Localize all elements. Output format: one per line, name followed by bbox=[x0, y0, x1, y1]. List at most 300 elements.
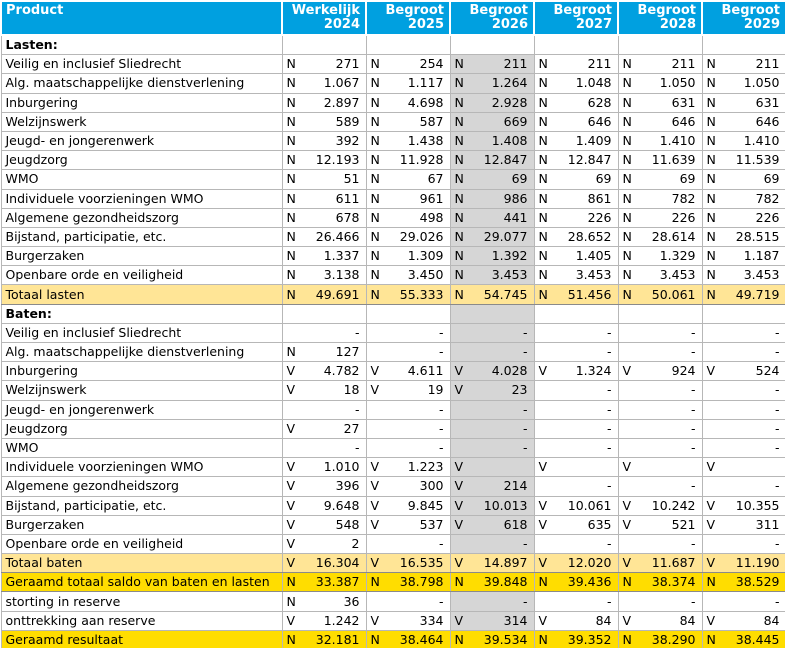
sign-indicator: N bbox=[370, 248, 380, 264]
amount-cell bbox=[450, 458, 534, 477]
amount-value: - bbox=[354, 440, 360, 456]
amount-cell bbox=[282, 112, 366, 131]
table-row bbox=[1, 381, 785, 400]
product-label-cell: Veilig en inclusief Sliedrecht bbox=[1, 323, 282, 342]
amount-value: - bbox=[606, 420, 612, 436]
amount-cell bbox=[618, 285, 702, 304]
amount-cell bbox=[366, 611, 450, 630]
amount-value: 226 bbox=[755, 209, 780, 225]
sign-indicator: N bbox=[706, 267, 716, 283]
amount-cell bbox=[366, 304, 450, 323]
sign-indicator: V bbox=[370, 497, 380, 513]
amount-value: 2.897 bbox=[323, 94, 360, 110]
amount-value: - bbox=[690, 401, 696, 417]
amount-value: 646 bbox=[755, 113, 780, 129]
amount-cell bbox=[282, 55, 366, 74]
amount-value: 12.020 bbox=[567, 555, 612, 571]
sign-indicator: N bbox=[706, 574, 716, 590]
table-row bbox=[1, 208, 785, 227]
amount-cell bbox=[702, 266, 785, 285]
amount-value: 9.648 bbox=[323, 497, 360, 513]
sign-indicator: N bbox=[370, 75, 380, 91]
amount-value: 38.464 bbox=[399, 631, 444, 647]
sign-indicator: V bbox=[454, 555, 464, 571]
amount-cell bbox=[282, 227, 366, 246]
sign-indicator: V bbox=[706, 612, 716, 628]
amount-cell bbox=[282, 189, 366, 208]
amount-cell bbox=[702, 304, 785, 323]
sign-indicator: V bbox=[286, 420, 296, 436]
amount-value: 29.077 bbox=[483, 228, 528, 244]
amount-value: 11.687 bbox=[651, 555, 696, 571]
amount-value: - bbox=[690, 478, 696, 494]
amount-cell bbox=[450, 285, 534, 304]
column-header-2029 bbox=[702, 1, 785, 35]
amount-value: - bbox=[774, 401, 780, 417]
amount-cell bbox=[534, 477, 618, 496]
amount-cell bbox=[534, 534, 618, 553]
amount-value: - bbox=[690, 593, 696, 609]
product-label-cell: Baten: bbox=[1, 304, 282, 323]
sign-indicator: N bbox=[538, 228, 548, 244]
product-label-cell: Totaal baten bbox=[1, 554, 282, 573]
amount-cell bbox=[366, 534, 450, 553]
sign-indicator: V bbox=[622, 459, 632, 475]
amount-value: 38.290 bbox=[651, 631, 696, 647]
sign-indicator: N bbox=[454, 248, 464, 264]
amount-value: 1.048 bbox=[575, 75, 612, 91]
amount-cell bbox=[366, 55, 450, 74]
amount-cell bbox=[534, 611, 618, 630]
amount-cell bbox=[366, 515, 450, 534]
table-row bbox=[1, 400, 785, 419]
amount-value: - bbox=[774, 324, 780, 340]
amount-cell bbox=[702, 55, 785, 74]
amount-cell bbox=[534, 208, 618, 227]
amount-cell bbox=[366, 151, 450, 170]
amount-cell bbox=[702, 170, 785, 189]
table-row bbox=[1, 112, 785, 131]
product-label-cell: Inburgering bbox=[1, 362, 282, 381]
sign-indicator: N bbox=[454, 631, 464, 647]
product-label-cell: Bijstand, participatie, etc. bbox=[1, 496, 282, 515]
sign-indicator: V bbox=[622, 612, 632, 628]
amount-cell bbox=[282, 438, 366, 457]
amount-cell bbox=[534, 227, 618, 246]
amount-value: 49.719 bbox=[735, 286, 780, 302]
amount-cell bbox=[618, 170, 702, 189]
sign-indicator: N bbox=[538, 94, 548, 110]
amount-cell bbox=[534, 458, 618, 477]
amount-value: - bbox=[690, 382, 696, 398]
amount-cell bbox=[702, 362, 785, 381]
amount-cell bbox=[618, 477, 702, 496]
amount-value: - bbox=[774, 382, 780, 398]
amount-cell bbox=[618, 323, 702, 342]
amount-value: - bbox=[438, 593, 444, 609]
sign-indicator: V bbox=[454, 363, 464, 379]
sign-indicator: V bbox=[622, 555, 632, 571]
sign-indicator: V bbox=[706, 555, 716, 571]
amount-cell bbox=[534, 247, 618, 266]
sign-indicator: N bbox=[454, 286, 464, 302]
product-label-cell: WMO bbox=[1, 170, 282, 189]
sign-indicator: N bbox=[706, 171, 716, 187]
amount-cell bbox=[450, 611, 534, 630]
amount-cell bbox=[618, 343, 702, 362]
table-row bbox=[1, 419, 785, 438]
amount-value: 69 bbox=[763, 171, 780, 187]
amount-cell bbox=[450, 554, 534, 573]
amount-value: 3.453 bbox=[575, 267, 612, 283]
amount-cell bbox=[618, 438, 702, 457]
amount-cell bbox=[282, 534, 366, 553]
amount-value: 36 bbox=[343, 593, 360, 609]
amount-cell bbox=[450, 630, 534, 648]
sign-indicator: N bbox=[286, 344, 296, 360]
amount-value: 254 bbox=[419, 56, 444, 72]
amount-cell bbox=[702, 381, 785, 400]
amount-value: - bbox=[606, 440, 612, 456]
sign-indicator: N bbox=[454, 56, 464, 72]
sign-indicator: V bbox=[286, 497, 296, 513]
sign-indicator: N bbox=[622, 248, 632, 264]
table-row bbox=[1, 573, 785, 592]
sign-indicator: N bbox=[538, 152, 548, 168]
amount-value: 28.614 bbox=[651, 228, 696, 244]
amount-value: 521 bbox=[671, 516, 696, 532]
sign-indicator: V bbox=[454, 382, 464, 398]
table-row bbox=[1, 55, 785, 74]
sign-indicator: N bbox=[538, 574, 548, 590]
table-row bbox=[1, 534, 785, 553]
amount-cell bbox=[702, 611, 785, 630]
amount-value: - bbox=[774, 478, 780, 494]
amount-cell bbox=[618, 266, 702, 285]
sign-indicator: N bbox=[622, 152, 632, 168]
sign-indicator: N bbox=[538, 267, 548, 283]
amount-cell bbox=[534, 74, 618, 93]
amount-value: - bbox=[690, 344, 696, 360]
amount-cell bbox=[366, 458, 450, 477]
amount-cell bbox=[618, 247, 702, 266]
amount-cell bbox=[450, 496, 534, 515]
sign-indicator: N bbox=[286, 286, 296, 302]
sign-indicator: V bbox=[286, 516, 296, 532]
table-row bbox=[1, 496, 785, 515]
amount-cell bbox=[366, 131, 450, 150]
column-title: Werkelijk bbox=[291, 3, 360, 18]
table-row bbox=[1, 285, 785, 304]
amount-cell bbox=[534, 554, 618, 573]
amount-value: - bbox=[522, 344, 528, 360]
amount-value: - bbox=[438, 401, 444, 417]
amount-cell bbox=[618, 496, 702, 515]
amount-cell bbox=[618, 151, 702, 170]
product-label-cell: WMO bbox=[1, 438, 282, 457]
sign-indicator: V bbox=[370, 516, 380, 532]
sign-indicator: N bbox=[454, 152, 464, 168]
table-row bbox=[1, 630, 785, 648]
amount-cell bbox=[534, 573, 618, 592]
amount-value: 11.639 bbox=[651, 152, 696, 168]
amount-cell bbox=[450, 74, 534, 93]
column-year: 2027 bbox=[575, 17, 612, 32]
amount-value: 646 bbox=[587, 113, 612, 129]
amount-cell bbox=[702, 93, 785, 112]
amount-value: - bbox=[522, 593, 528, 609]
amount-value: 32.181 bbox=[315, 631, 360, 647]
product-label-cell: Totaal lasten bbox=[1, 285, 282, 304]
column-header-2025 bbox=[366, 1, 450, 35]
amount-value: 12.847 bbox=[567, 152, 612, 168]
sign-indicator: N bbox=[286, 152, 296, 168]
amount-value: 1.337 bbox=[323, 248, 360, 264]
amount-value: 4.028 bbox=[491, 363, 528, 379]
sign-indicator: V bbox=[454, 497, 464, 513]
amount-value: 38.374 bbox=[651, 574, 696, 590]
sign-indicator: V bbox=[538, 459, 548, 475]
amount-value: 618 bbox=[503, 516, 528, 532]
amount-value: 4.782 bbox=[323, 363, 360, 379]
amount-value: 1.117 bbox=[407, 75, 444, 91]
amount-cell bbox=[618, 458, 702, 477]
sign-indicator: N bbox=[622, 209, 632, 225]
amount-value: 29.026 bbox=[399, 228, 444, 244]
sign-indicator: N bbox=[538, 133, 548, 149]
amount-cell bbox=[618, 573, 702, 592]
product-label-cell: Inburgering bbox=[1, 93, 282, 112]
amount-cell bbox=[450, 381, 534, 400]
sign-indicator: V bbox=[622, 363, 632, 379]
amount-value: 861 bbox=[587, 190, 612, 206]
sign-indicator: N bbox=[286, 248, 296, 264]
amount-value: 39.848 bbox=[483, 574, 528, 590]
amount-value: 1.410 bbox=[659, 133, 696, 149]
amount-value: 631 bbox=[671, 94, 696, 110]
amount-value: 4.698 bbox=[407, 94, 444, 110]
amount-cell bbox=[450, 343, 534, 362]
amount-value: - bbox=[690, 535, 696, 551]
amount-value: - bbox=[606, 478, 612, 494]
sign-indicator: N bbox=[538, 286, 548, 302]
sign-indicator: N bbox=[370, 631, 380, 647]
table-row bbox=[1, 74, 785, 93]
table-row bbox=[1, 323, 785, 342]
sign-indicator: N bbox=[286, 94, 296, 110]
product-label-cell: Veilig en inclusief Sliedrecht bbox=[1, 55, 282, 74]
sign-indicator: V bbox=[538, 497, 548, 513]
amount-cell bbox=[702, 112, 785, 131]
amount-cell bbox=[450, 55, 534, 74]
amount-cell bbox=[282, 381, 366, 400]
amount-cell bbox=[702, 496, 785, 515]
sign-indicator: N bbox=[622, 171, 632, 187]
amount-cell bbox=[702, 477, 785, 496]
amount-value: 2.928 bbox=[491, 94, 528, 110]
amount-value: 49.691 bbox=[315, 286, 360, 302]
amount-cell bbox=[534, 381, 618, 400]
amount-value: 271 bbox=[335, 56, 360, 72]
amount-value: 38.445 bbox=[735, 631, 780, 647]
sign-indicator: N bbox=[706, 209, 716, 225]
product-label-cell: Welzijnswerk bbox=[1, 381, 282, 400]
amount-cell bbox=[702, 227, 785, 246]
sign-indicator: V bbox=[454, 516, 464, 532]
product-label-cell: Openbare orde en veiligheid bbox=[1, 534, 282, 553]
amount-cell bbox=[702, 35, 785, 55]
amount-value: 311 bbox=[755, 516, 780, 532]
amount-value: 84 bbox=[595, 612, 612, 628]
amount-value: 10.013 bbox=[483, 497, 528, 513]
amount-value: 211 bbox=[587, 56, 612, 72]
product-label-cell: onttrekking aan reserve bbox=[1, 611, 282, 630]
amount-value: 211 bbox=[503, 56, 528, 72]
sign-indicator: N bbox=[622, 75, 632, 91]
amount-cell bbox=[618, 381, 702, 400]
amount-value: 1.242 bbox=[323, 612, 360, 628]
amount-value: - bbox=[690, 324, 696, 340]
amount-cell bbox=[702, 285, 785, 304]
amount-cell bbox=[534, 419, 618, 438]
amount-value: - bbox=[438, 420, 444, 436]
amount-value: 589 bbox=[335, 113, 360, 129]
sign-indicator: N bbox=[286, 56, 296, 72]
amount-value: 986 bbox=[503, 190, 528, 206]
table-row bbox=[1, 515, 785, 534]
amount-cell bbox=[450, 573, 534, 592]
amount-value: - bbox=[774, 420, 780, 436]
amount-cell bbox=[366, 227, 450, 246]
amount-value: 11.190 bbox=[735, 555, 780, 571]
sign-indicator: N bbox=[454, 267, 464, 283]
amount-cell bbox=[702, 151, 785, 170]
amount-value: 678 bbox=[335, 209, 360, 225]
amount-cell bbox=[450, 592, 534, 611]
amount-value: 392 bbox=[335, 133, 360, 149]
sign-indicator: V bbox=[286, 363, 296, 379]
sign-indicator: V bbox=[286, 555, 296, 571]
header-row bbox=[1, 1, 785, 35]
column-year: 2024 bbox=[323, 17, 360, 32]
amount-value: 1.050 bbox=[743, 75, 780, 91]
amount-cell bbox=[282, 458, 366, 477]
amount-cell bbox=[618, 35, 702, 55]
amount-cell bbox=[366, 592, 450, 611]
amount-value: 1.264 bbox=[491, 75, 528, 91]
amount-cell bbox=[702, 131, 785, 150]
sign-indicator: N bbox=[622, 113, 632, 129]
amount-cell bbox=[450, 515, 534, 534]
amount-value: 1.067 bbox=[323, 75, 360, 91]
amount-cell bbox=[534, 35, 618, 55]
amount-cell bbox=[366, 266, 450, 285]
amount-value: - bbox=[438, 440, 444, 456]
amount-cell bbox=[282, 592, 366, 611]
sign-indicator: N bbox=[538, 631, 548, 647]
column-title: Begroot bbox=[553, 3, 612, 18]
amount-cell bbox=[450, 362, 534, 381]
amount-cell bbox=[450, 170, 534, 189]
amount-value: 50.061 bbox=[651, 286, 696, 302]
amount-value: 11.539 bbox=[735, 152, 780, 168]
amount-value: 3.453 bbox=[491, 267, 528, 283]
amount-cell bbox=[366, 93, 450, 112]
amount-value: 924 bbox=[671, 363, 696, 379]
amount-value: 782 bbox=[671, 190, 696, 206]
amount-value: - bbox=[774, 440, 780, 456]
table-row bbox=[1, 592, 785, 611]
amount-value: 51.456 bbox=[567, 286, 612, 302]
product-label-cell: Alg. maatschappelijke dienstverlening bbox=[1, 74, 282, 93]
table-row bbox=[1, 170, 785, 189]
product-label-cell: storting in reserve bbox=[1, 592, 282, 611]
amount-value: 1.010 bbox=[323, 459, 360, 475]
amount-value: 16.304 bbox=[315, 555, 360, 571]
table-row bbox=[1, 362, 785, 381]
amount-cell bbox=[282, 247, 366, 266]
product-column-header: Product bbox=[1, 1, 282, 35]
amount-value: - bbox=[606, 535, 612, 551]
product-label-cell: Jeugdzorg bbox=[1, 151, 282, 170]
sign-indicator: N bbox=[622, 228, 632, 244]
amount-value: 1.408 bbox=[491, 133, 528, 149]
sign-indicator: V bbox=[538, 612, 548, 628]
column-year: 2025 bbox=[407, 17, 444, 32]
amount-cell bbox=[618, 189, 702, 208]
table-row bbox=[1, 93, 785, 112]
sign-indicator: N bbox=[370, 133, 380, 149]
amount-value: 300 bbox=[419, 478, 444, 494]
sign-indicator: V bbox=[286, 382, 296, 398]
amount-cell bbox=[702, 554, 785, 573]
amount-value: 38.798 bbox=[399, 574, 444, 590]
amount-cell bbox=[618, 611, 702, 630]
sign-indicator: V bbox=[286, 459, 296, 475]
amount-value: - bbox=[606, 593, 612, 609]
amount-value: 1.392 bbox=[491, 248, 528, 264]
amount-cell bbox=[450, 247, 534, 266]
amount-cell bbox=[366, 496, 450, 515]
amount-cell bbox=[534, 304, 618, 323]
amount-cell bbox=[366, 419, 450, 438]
amount-cell bbox=[534, 592, 618, 611]
amount-cell bbox=[282, 323, 366, 342]
table-row bbox=[1, 35, 785, 55]
amount-value: - bbox=[522, 535, 528, 551]
sign-indicator: N bbox=[706, 133, 716, 149]
amount-cell bbox=[282, 35, 366, 55]
amount-cell bbox=[702, 592, 785, 611]
amount-cell bbox=[282, 131, 366, 150]
amount-cell bbox=[618, 131, 702, 150]
amount-cell bbox=[702, 343, 785, 362]
table-body bbox=[1, 35, 785, 648]
amount-value: 3.453 bbox=[659, 267, 696, 283]
column-year: 2029 bbox=[743, 17, 780, 32]
sign-indicator: N bbox=[622, 133, 632, 149]
amount-cell bbox=[702, 247, 785, 266]
amount-cell bbox=[282, 93, 366, 112]
product-label-cell: Burgerzaken bbox=[1, 247, 282, 266]
product-label-cell: Algemene gezondheidszorg bbox=[1, 208, 282, 227]
column-title: Begroot bbox=[469, 3, 528, 18]
amount-cell bbox=[618, 93, 702, 112]
sign-indicator: N bbox=[370, 228, 380, 244]
amount-cell bbox=[450, 419, 534, 438]
amount-cell bbox=[450, 477, 534, 496]
amount-value: 127 bbox=[335, 344, 360, 360]
